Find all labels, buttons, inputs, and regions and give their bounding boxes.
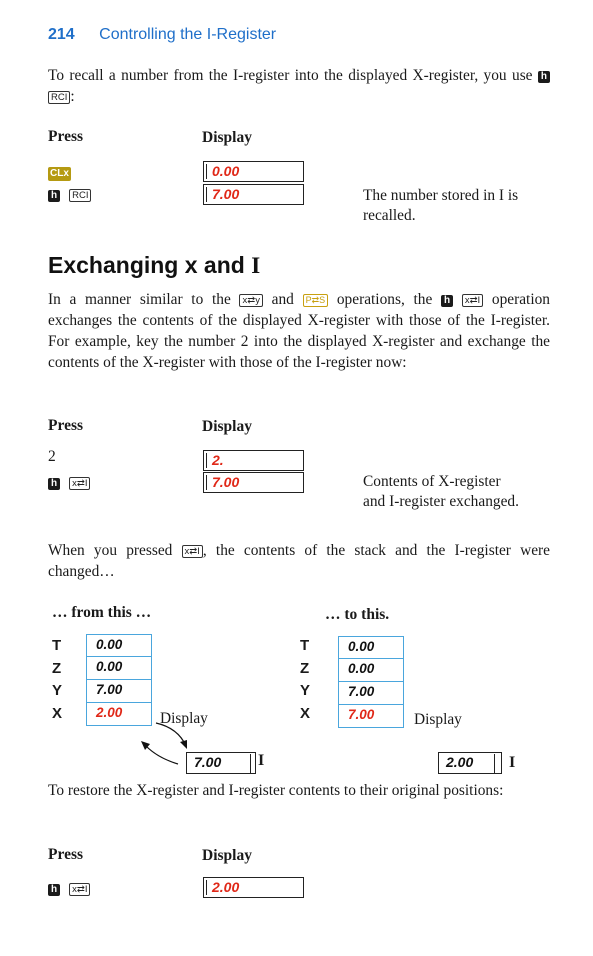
register-label-x: X (52, 704, 63, 722)
intro-paragraph (48, 65, 550, 107)
press-header: Press (48, 417, 84, 434)
stack-value: 0.00 (348, 661, 375, 676)
display-header: Display (202, 847, 252, 864)
para3-text-2: , the contents of the stack and the I-register were changed… (48, 542, 551, 580)
exchange-paragraph (48, 289, 550, 373)
display-header: Display (202, 418, 252, 435)
restore-paragraph: To restore the X-register and I-register contents to their original positions: (48, 782, 504, 799)
note-line-2: and I-register exchanged. (363, 493, 519, 510)
h-key: h (48, 478, 60, 490)
rci-key: RCI (48, 91, 70, 104)
register-labels-after (300, 637, 320, 727)
h-key: h (441, 295, 453, 307)
xi-key: x⇄I (462, 294, 483, 307)
para3-text-1: When you pressed (48, 542, 173, 559)
intro-colon: : (70, 88, 75, 105)
stack-value: 7.00 (96, 682, 123, 697)
press-keys-row-1 (48, 880, 90, 898)
i-register-after (438, 752, 502, 774)
chapter-title: Controlling the I-Register (99, 26, 277, 43)
para2-text-3: operations, the (336, 291, 433, 308)
rci-key: RCI (69, 189, 91, 202)
display-value: 7.00 (212, 186, 240, 202)
stack-value: 0.00 (96, 637, 123, 652)
display-row-1 (203, 450, 304, 471)
i-value-before: 7.00 (194, 754, 222, 770)
display-row-2 (203, 184, 304, 205)
stack-value: 0.00 (96, 659, 123, 674)
i-register-before (186, 752, 256, 774)
stack-cell-y (339, 681, 403, 703)
para2-text-4: operation exchanges the contents of the displayed X-register with those of the I-register. For example, key the number 2 into the displayed X-register and exchange the contents of the X-register with those of the I-register now: (48, 291, 550, 371)
xi-key: x⇄I (69, 883, 90, 896)
page-number: 214 (48, 26, 75, 43)
register-label-y: Y (52, 682, 63, 699)
h-key: h (48, 190, 60, 202)
changed-paragraph (48, 540, 550, 582)
stack-value: 7.00 (348, 684, 375, 699)
display-value: 2. (212, 452, 224, 468)
intro-text: To recall a number from the I-register into the displayed X-register, you use (48, 67, 533, 84)
display-label-before: Display (160, 710, 208, 727)
h-key: h (538, 71, 550, 83)
stack-cell-x (339, 704, 403, 728)
stack-cell-z (87, 656, 151, 678)
press-keys-row-1: 2 (48, 448, 56, 465)
stack-cell-z (339, 658, 403, 680)
ps-key: P⇄S (303, 294, 329, 307)
press-keys-row-1 (48, 163, 71, 181)
register-label-t: T (52, 637, 62, 654)
xy-key: x⇄y (239, 294, 262, 307)
register-label-z: Z (300, 659, 310, 677)
i-label-after: I (509, 754, 516, 771)
stack-cell-y (87, 679, 151, 701)
xi-key: x⇄I (69, 477, 90, 490)
register-label-t: T (300, 637, 310, 654)
stack-after (338, 636, 404, 728)
section-heading (48, 252, 260, 279)
stack-value: 7.00 (348, 707, 375, 722)
note-line-1: Contents of X-register (363, 473, 501, 490)
i-label-before: I (258, 752, 265, 769)
note-row-2 (363, 472, 519, 512)
display-row-1 (203, 161, 304, 182)
display-label-after: Display (414, 711, 462, 728)
press-keys-row-2 (48, 474, 90, 492)
stack-cell-t (339, 636, 403, 658)
register-label-z: Z (52, 659, 62, 677)
section-title-i: I (251, 253, 261, 278)
display-header: Display (202, 129, 252, 146)
stack-value: 2.00 (96, 705, 123, 720)
stack-cell-t (87, 634, 151, 656)
section-title-text: Exchanging x and (48, 252, 252, 278)
xi-key: x⇄I (182, 545, 203, 558)
press-keys-row-2 (48, 186, 91, 204)
press-header: Press (48, 128, 84, 145)
stack-before (86, 634, 152, 726)
display-row-1 (203, 877, 304, 898)
para2-text-2: and (271, 291, 294, 308)
display-value: 0.00 (212, 163, 240, 179)
page-header (48, 26, 276, 44)
register-labels-before (52, 637, 72, 727)
note-row-2: The number stored in I is recalled. (363, 187, 519, 224)
to-label: … to this. (325, 606, 390, 623)
register-label-y: Y (300, 682, 311, 699)
display-row-2 (203, 472, 304, 493)
register-label-x: X (300, 704, 311, 722)
h-key: h (48, 884, 60, 896)
para2-text-1: In a manner similar to the (48, 291, 231, 308)
from-label: … from this … (52, 604, 152, 621)
clx-key: CLx (50, 168, 69, 179)
stack-value: 0.00 (348, 639, 375, 654)
i-value-after: 2.00 (446, 754, 474, 770)
press-header: Press (48, 846, 84, 863)
display-value: 7.00 (212, 474, 240, 490)
display-value: 2.00 (212, 879, 240, 895)
